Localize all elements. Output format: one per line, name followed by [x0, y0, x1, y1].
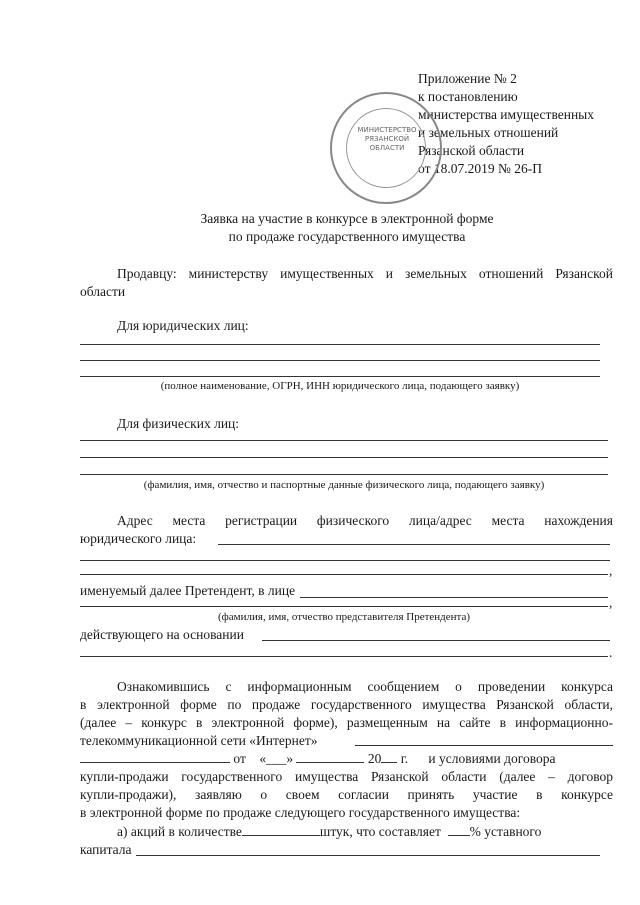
annex-line-6: от 18.07.2019 № 26-П — [418, 161, 542, 176]
shares-pieces: штук, что составляет — [319, 824, 441, 839]
pretender-caption: (фамилия, имя, отчество представителя Претендента) — [217, 611, 471, 623]
pretender-comma: , — [609, 595, 613, 610]
title-line-1: Заявка на участие в конкурсе в электронной форме — [200, 211, 494, 226]
title-line-2: по продаже государственного имущества — [228, 229, 466, 244]
body-line-6: купли-продажи государственного имущества Рязанской области (далее – договор — [80, 769, 613, 784]
body-year: 20 — [367, 751, 382, 766]
physical-input-line-2[interactable] — [80, 457, 608, 458]
seller-line-1: Продавцу: министерству имущественных и земельных отношений Рязанской — [117, 266, 613, 281]
basis-input[interactable] — [262, 640, 610, 641]
stamp-text-3: ОБЛАСТИ — [369, 144, 405, 152]
official-stamp — [330, 92, 442, 204]
body-line-7: купли-продажи), заявляю о своем согласии принять участие в конкурсе — [80, 787, 613, 802]
date-day-input[interactable]: «___» — [259, 751, 294, 766]
body-conditions: и условиями договора — [428, 751, 556, 766]
shares-count-input[interactable] — [242, 823, 320, 836]
legal-input-line-2[interactable] — [80, 360, 600, 361]
body-line-3: (далее – конкурс в электронной форме), размещенным на сайте в информационно- — [80, 715, 613, 730]
body-line-5 — [80, 750, 613, 767]
annex-line-2: к постановлению — [418, 89, 518, 104]
capital-input[interactable] — [136, 855, 600, 856]
stamp-text — [352, 126, 422, 153]
address-input-line-3[interactable] — [80, 574, 608, 575]
annex-line-5: Рязанской области — [418, 143, 525, 158]
address-input-inline[interactable] — [218, 544, 610, 545]
body-line-9 — [117, 823, 541, 840]
basis-input-2[interactable] — [80, 656, 608, 657]
annex-line-1: Приложение № 2 — [418, 71, 517, 86]
legal-input-line-3[interactable] — [80, 376, 600, 377]
legal-heading: Для юридических лиц: — [117, 318, 249, 333]
pretender-label: именуемый далее Претендент, в лице — [80, 583, 296, 598]
basis-label: действующего на основании — [80, 627, 244, 642]
pretender-rep-input-2[interactable] — [80, 606, 608, 607]
body-g: г. — [400, 751, 409, 766]
body-line-4: телекоммуникационной сети «Интернет» — [80, 733, 318, 748]
address-line-2: юридического лица: — [80, 531, 197, 546]
address-line-1: Адрес места регистрации физического лица/адрес места нахождения — [117, 513, 613, 528]
body-line-2: в электронной форме по продаже государственного имущества Рязанской области, — [80, 697, 613, 712]
website-input[interactable] — [355, 745, 613, 746]
date-month-input[interactable] — [296, 750, 364, 763]
date-year-input[interactable] — [381, 750, 397, 763]
address-input-line-2[interactable] — [80, 560, 610, 561]
physical-input-line-1[interactable] — [80, 440, 608, 441]
shares-percent-input[interactable] — [448, 823, 470, 836]
pretender-rep-input[interactable] — [300, 597, 608, 598]
date-input-1[interactable] — [80, 750, 230, 763]
annex-line-3: министерства имущественных — [418, 107, 594, 122]
address-comma: , — [609, 563, 613, 578]
legal-caption: (полное наименование, ОГРН, ИНН юридического лица, подающего заявку) — [160, 380, 520, 392]
seller-line-2: области — [80, 284, 126, 299]
shares-label: а) акций в количестве — [117, 824, 242, 839]
body-line-10: капитала — [80, 842, 132, 857]
body-ot: от — [233, 751, 246, 766]
body-line-1: Ознакомившись с информационным сообщением о проведении конкурса — [117, 679, 613, 694]
physical-heading: Для физических лиц: — [117, 416, 240, 431]
stamp-text-1: МИНИСТЕРСТВО — [357, 126, 417, 134]
basis-period: . — [609, 645, 613, 660]
physical-caption: (фамилия, имя, отчество и паспортные данные физического лица, подающего заявку) — [143, 479, 545, 491]
body-line-8: в электронной форме по продаже следующего государственного имущества: — [80, 805, 521, 820]
legal-input-line-1[interactable] — [80, 344, 600, 345]
shares-percent-label: % уставного — [469, 824, 542, 839]
annex-line-4: и земельных отношений — [418, 125, 559, 140]
physical-input-line-3[interactable] — [80, 474, 608, 475]
stamp-text-2: РЯЗАНСКОЙ — [364, 135, 410, 143]
